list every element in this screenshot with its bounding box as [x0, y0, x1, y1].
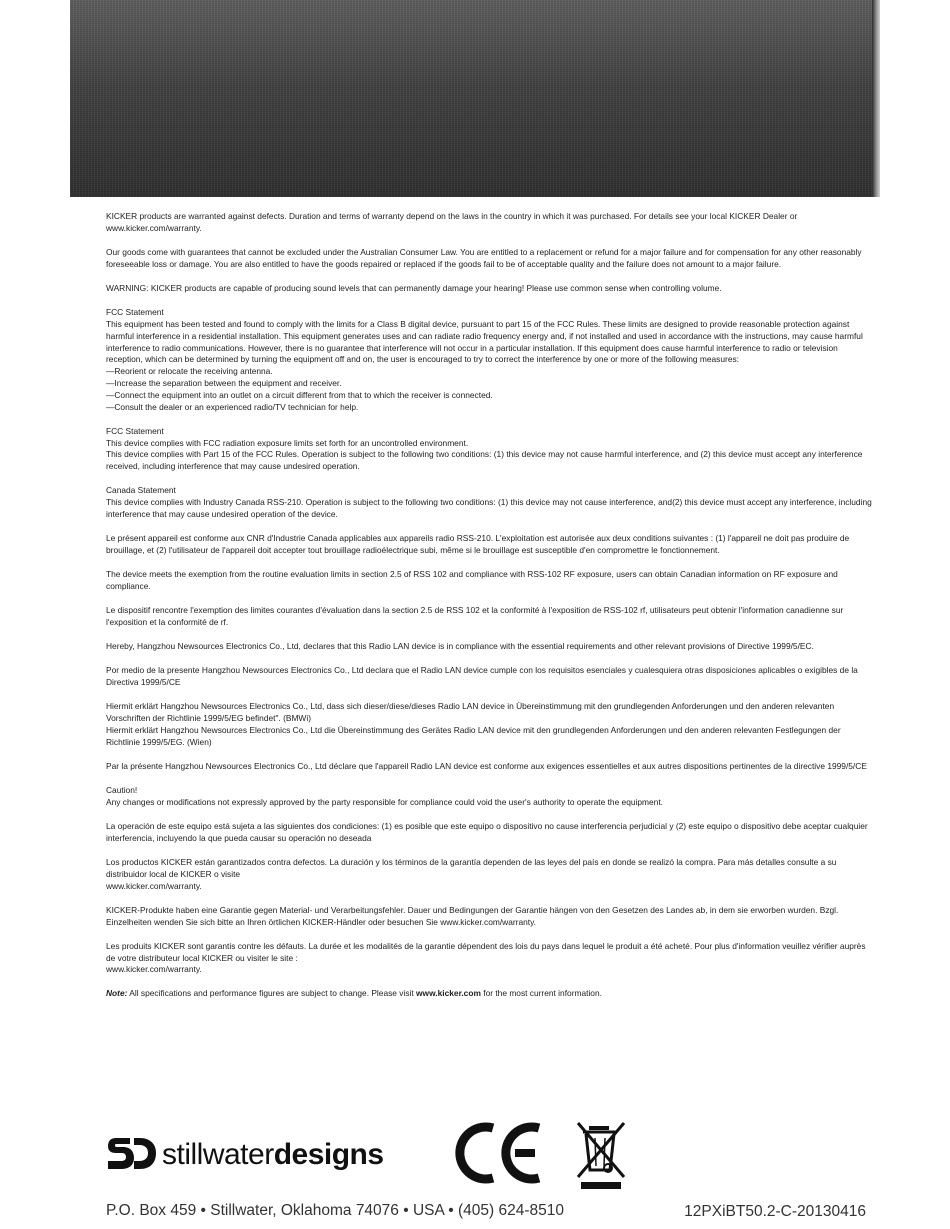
ec-declaration-fr: Par la présente Hangzhou Newsources Electronics Co., Ltd déclare que l'appareil Radio LAN device est conforme aux exigences essentielles et aux autres dispositions pertinentes de la directive 1999/5/CE: [106, 760, 867, 771]
weee-crossed-bin-icon: [575, 1120, 627, 1190]
photo-edge: [872, 0, 880, 197]
brand-name-light: stillwater: [162, 1138, 274, 1171]
sd-logo-mark: [106, 1134, 158, 1176]
brand-name: [162, 1138, 384, 1172]
note-text-after: for the most current information.: [480, 988, 602, 999]
specifications-note: [106, 988, 874, 1000]
rss102-exemption-fr: Le dispositif rencontre l'exemption des limites courantes d'évaluation dans la section 2.5 de RSS 102 et la conformité à l'exposition de RSS-102 rf, utilisateurs peut obtenir l'information canadienne sur l'exposition et la conformité de rf.: [106, 605, 844, 627]
canada-statement-fr: Le présent appareil est conforme aux CNR d'Industrie Canada applicables aux appareils radio RSS-210. L'exploitation est autorisée aux deux conditions suivantes : (1) l'appareil ne doit pas produire de brouillage, et (2) l'utilisateur de l'appareil doit accepter tout brouillage radioélectrique subi, même si le brouillage est susceptible d'en compromettre le fonctionnement.: [106, 533, 850, 555]
brand-name-bold: designs: [273, 1138, 384, 1171]
caution-paragraph: Caution! Any changes or modifications not expressly approved by the party responsible for compliance could void the user's authority to operate the equipment.: [106, 784, 663, 807]
warranty-fr: Les produits KICKER sont garantis contre les défauts. La durée et les modalités de la garantie dépendent des lois du pays dans lequel le produit a été acheté. Pour plus d'information veuillez vérifier auprès de votre distributeur local KICKER ou visiter le site : www.kicker.com/warranty.: [106, 940, 866, 975]
ce-mark-icon: [455, 1122, 545, 1184]
note-link: www.kicker.com: [416, 988, 481, 999]
operation-conditions-es: La operación de este equipo está sujeta a las siguientes dos condiciones: (1) es posible que este equipo o dispositivo no cause interferencia perjudicial y (2) este equipo o dispositivo debe aceptar cualquier interferencia, incluyendo la que pueda causar su operación no deseada: [106, 820, 868, 843]
legal-text: [106, 211, 874, 1013]
ec-declaration-de: Hiermit erklärt Hangzhou Newsources Electronics Co., Ltd, dass sich dieser/diese/dieses Radio LAN device in Übereinstimmung mit den grundlegenden Anforderungen und den anderen relevanten Vorschriften der Richtlinie 1999/5/EG befindet". (BMWi) Hiermit erklärt Hangzhou Newsources Electronics Co., Ltd die Übereinstimmung des Gerätes Radio LAN device mit den grundlegenden Anforderungen und den anderen relevanten Festlegungen der Richtlinie 1999/5/EG. (Wien): [106, 701, 841, 747]
note-label: Note:: [106, 988, 128, 999]
footer-address: P.O. Box 459 • Stillwater, Oklahoma 74076 • USA • (405) 624-8510: [106, 1202, 565, 1219]
fcc-statement-exposure: FCC Statement This device complies with FCC radiation exposure limits set forth for an uncontrolled environment. This device complies with Part 15 of the FCC Rules. Operation is subject to the following two conditions: (1) this device may not cause harmful interference, and (2) this device must accept any interference received, including interference that may cause undesired operation.: [106, 425, 863, 472]
document-code: 12PXiBT50.2-C-20130416: [684, 1203, 866, 1220]
canada-statement: Canada Statement This device complies with Industry Canada RSS-210. Operation is subject to the following two conditions: (1) this device may not cause interference, and(2) this device must accept any interference, including interference that may cause undesired operation of the device.: [106, 485, 872, 519]
warranty-es: Los productos KICKER están garantizados contra defectos. La duración y los términos de la garantía dependen de las leyes del país en donde se realizó la compra. Para más detalles consulte a su distribuidor local de KICKER o visite www.kicker.com/warranty.: [106, 856, 837, 891]
warranty-de: KICKER-Produkte haben eine Garantie gegen Material- und Verarbeitungsfehler. Dauer und Bedingungen der Garantie hängen von den Gesetzen des Landes ab, in dem sie erworben wurden. Bzgl. Einzelheiten wenden Sie sich bitte an Ihren örtlichen KICKER-Händler oder besuchen Sie www.kicker.com/warranty.: [106, 904, 839, 927]
warranty-paragraph: KICKER products are warranted against defects. Duration and terms of warranty depend on the laws in the country in which it was purchased. For details see your local KICKER Dealer or www.kicker.com/warranty.: [106, 211, 798, 233]
rss102-exemption: The device meets the exemption from the routine evaluation limits in section 2.5 of RSS 102 and compliance with RSS-102 RF exposure, users can obtain Canadian information on RF exposure and compliance.: [106, 569, 838, 591]
stillwater-designs-logo: [106, 1132, 384, 1178]
australian-consumer-law-paragraph: Our goods come with guarantees that cannot be excluded under the Australian Consumer Law. You are entitled to a replacement or refund for a major failure and for compensation for any other reasonably foreseeable loss or damage. You are also entitled to have the goods repaired or replaced if the goods fail to be of acceptable quality and the failure does not amount to a major failure.: [106, 246, 862, 269]
product-photo: [70, 0, 880, 197]
ec-declaration-en: Hereby, Hangzhou Newsources Electronics Co., Ltd, declares that this Radio LAN device is in compliance with the essential requirements and other relevant provisions of Directive 1999/5/EC.: [106, 641, 814, 652]
note-text-before: All specifications and performance figures are subject to change. Please visit: [127, 988, 417, 999]
warning-paragraph: WARNING: KICKER products are capable of producing sound levels that can permanently damage your hearing! Please use common sense when controlling volume.: [106, 282, 722, 293]
fcc-statement-class-b: FCC Statement This equipment has been tested and found to comply with the limits for a Class B digital device, pursuant to part 15 of the FCC Rules. These limits are designed to provide reasonable protection against harmful interference in a residential installation. This equipment generates uses and can radiate radio frequency energy and, if not installed and used in accordance with the instructions, may cause harmful interference to radio communications. However, there is no guarantee that interference will not occur in a particular installation. If this equipment does cause harmful interference to radio or television reception, which can be determined by turning the equipment off and on, the user is encouraged to try to correct the interference by one or more of the following measures: —Reorient or relocate the receiving antenna. —Increase the separation between the equipment and receiver. —Connect the equipment into an outlet on a circuit different from that to which the receiver is connected. —Consult the dealer or an experienced radio/TV technician for help.: [106, 307, 863, 412]
ec-declaration-es: Por medio de la presente Hangzhou Newsources Electronics Co., Ltd declara que el Radio LAN device cumple con los requisitos esenciales y cualesquiera otras disposiciones aplicables o exigibles de la Directiva 1999/5/CE: [106, 665, 858, 688]
